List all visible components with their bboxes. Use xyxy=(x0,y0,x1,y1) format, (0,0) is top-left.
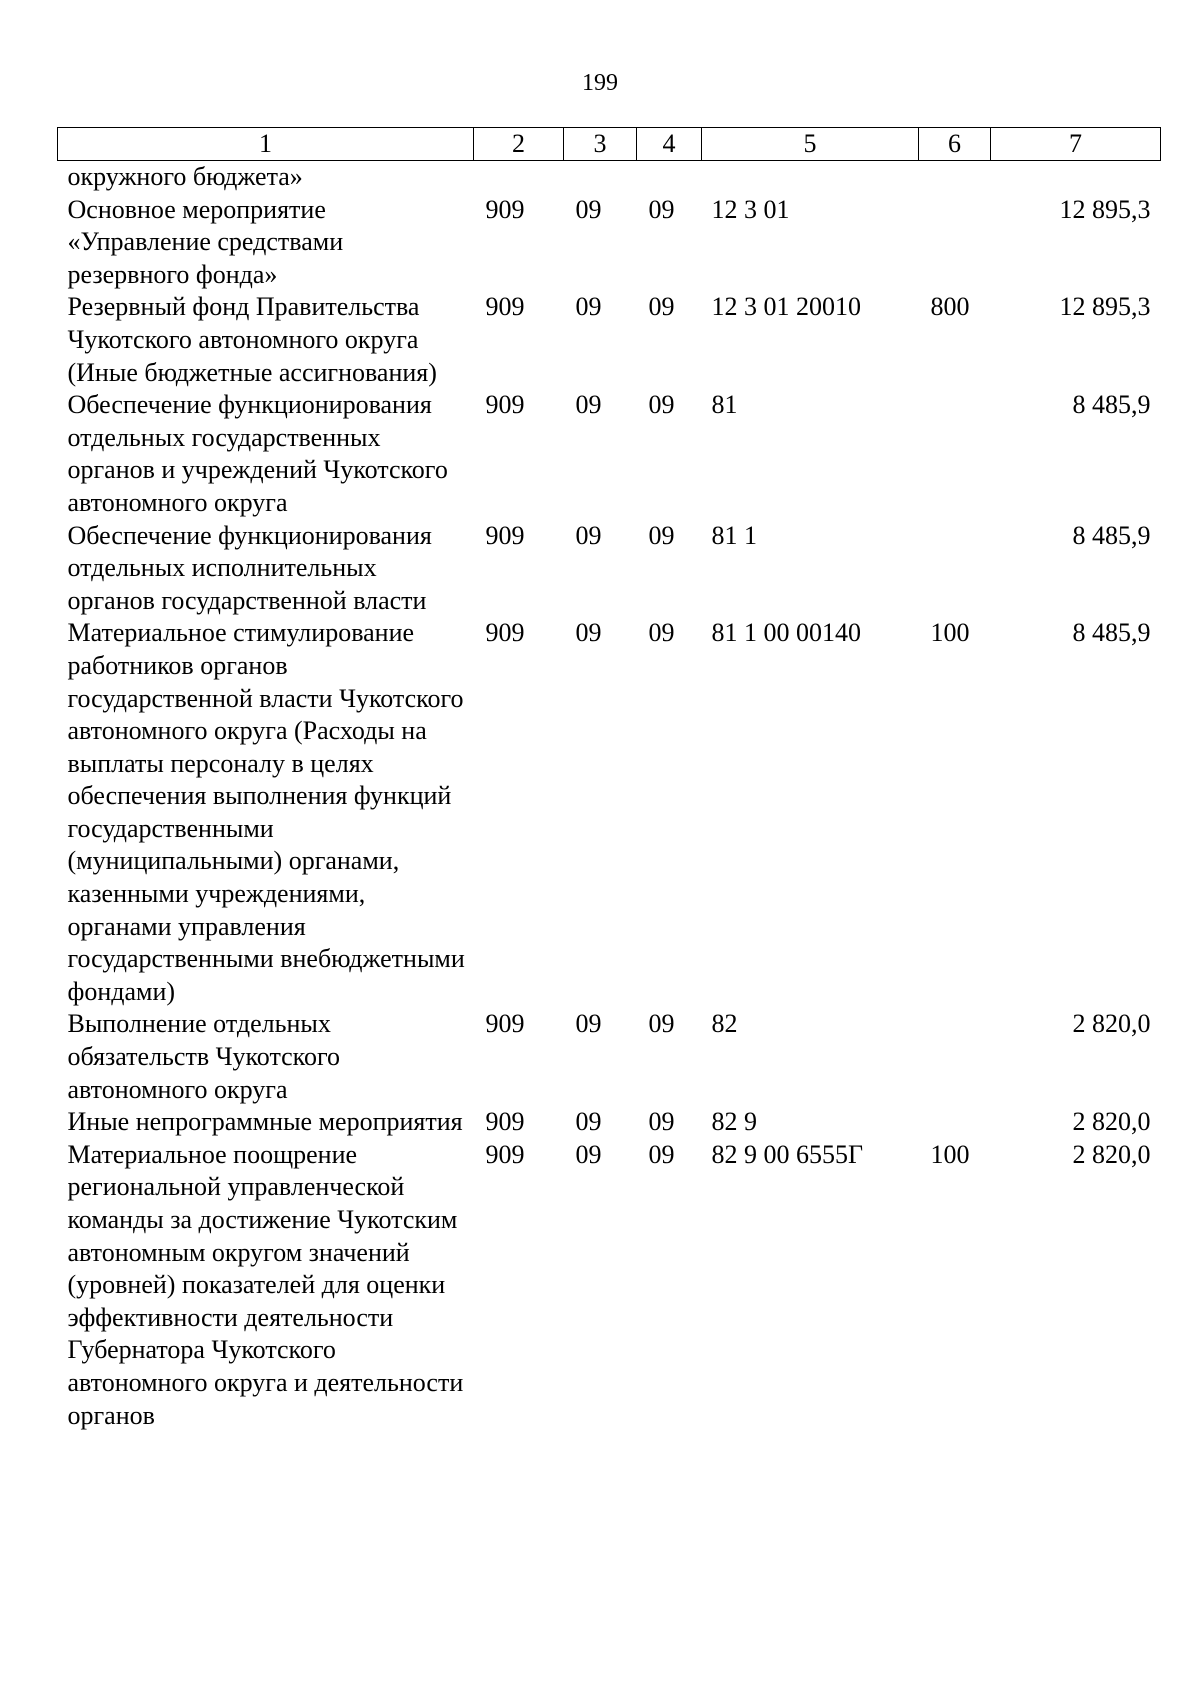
row-col-2: 909 xyxy=(485,194,525,224)
header-row xyxy=(58,128,1161,161)
row-col-6 xyxy=(919,1008,991,1106)
row-col-4 xyxy=(637,161,702,194)
row-col-4: 09 xyxy=(648,390,675,420)
row-name: Иные непрограммные мероприятия xyxy=(67,1107,463,1137)
row-col-6 xyxy=(919,194,991,292)
table-header xyxy=(58,128,1161,161)
table-row xyxy=(58,161,1161,194)
row-col-6 xyxy=(919,389,991,519)
row-col-6: 100 xyxy=(930,1139,970,1169)
row-col-7: 12 895,3 xyxy=(1059,292,1151,322)
header-col-5: 5 xyxy=(702,128,919,161)
header-col-7: 7 xyxy=(991,128,1161,161)
row-col-5: 81 xyxy=(711,390,738,420)
table-row xyxy=(58,520,1161,618)
table-body xyxy=(58,161,1161,1433)
row-col-2: 909 xyxy=(485,618,525,648)
row-col-3: 09 xyxy=(575,618,602,648)
row-col-4: 09 xyxy=(648,194,675,224)
row-col-2: 909 xyxy=(485,520,525,550)
row-col-3: 09 xyxy=(575,1139,602,1169)
row-name: Выполнение отдельных обязательств Чукотского автономного округа xyxy=(67,1009,341,1104)
row-name: Основное мероприятие «Управление средствами резервного фонда» xyxy=(67,194,344,289)
row-col-3 xyxy=(564,161,637,194)
row-col-7: 8 485,9 xyxy=(1072,390,1151,420)
row-col-4: 09 xyxy=(648,1139,675,1169)
row-name: Материальное поощрение региональной управленческой команды за достижение Чукотским автономным округом значений (уровней) показателей для оценки эффективности деятельности Губернатора Чукотского автономного округа и деятельности органов xyxy=(67,1139,464,1430)
row-col-7: 12 895,3 xyxy=(1059,194,1151,224)
row-col-3: 09 xyxy=(575,194,602,224)
row-col-6 xyxy=(919,1106,991,1139)
table-row xyxy=(58,1106,1161,1139)
budget-table xyxy=(57,127,1161,1432)
table-row xyxy=(58,1139,1161,1432)
row-col-5: 82 xyxy=(711,1009,738,1039)
header-col-1: 1 xyxy=(58,128,474,161)
header-col-2: 2 xyxy=(474,128,564,161)
row-col-3: 09 xyxy=(575,390,602,420)
row-col-2: 909 xyxy=(485,1139,525,1169)
row-col-7: 8 485,9 xyxy=(1072,520,1151,550)
row-col-5 xyxy=(702,161,919,194)
row-col-2 xyxy=(474,161,564,194)
row-col-5: 82 9 00 6555Г xyxy=(711,1139,864,1169)
page-number: 199 xyxy=(582,70,618,96)
table-row xyxy=(58,194,1161,292)
row-col-5: 81 1 xyxy=(711,520,757,550)
header-col-6: 6 xyxy=(919,128,991,161)
row-col-5: 12 3 01 20010 xyxy=(711,292,861,322)
table-row xyxy=(58,617,1161,1008)
row-name: окружного бюджета» xyxy=(67,162,303,191)
row-col-7: 2 820,0 xyxy=(1072,1009,1151,1039)
row-col-6 xyxy=(919,520,991,618)
row-col-7 xyxy=(991,161,1161,194)
row-col-7: 2 820,0 xyxy=(1072,1107,1151,1137)
table-row xyxy=(58,291,1161,389)
row-col-3: 09 xyxy=(575,1009,602,1039)
row-col-4: 09 xyxy=(648,520,675,550)
row-col-2: 909 xyxy=(485,292,525,322)
row-col-6: 100 xyxy=(930,618,970,648)
row-col-6: 800 xyxy=(930,292,970,322)
header-col-4: 4 xyxy=(637,128,702,161)
row-col-3: 09 xyxy=(575,520,602,550)
row-col-5: 81 1 00 00140 xyxy=(711,618,861,648)
row-col-5: 82 9 xyxy=(711,1107,757,1137)
row-col-2: 909 xyxy=(485,390,525,420)
row-col-7: 2 820,0 xyxy=(1072,1139,1151,1169)
row-col-4: 09 xyxy=(648,1009,675,1039)
row-col-3: 09 xyxy=(575,1107,602,1137)
row-name: Обеспечение функционирования отдельных государственных органов и учреждений Чукотского автономного округа xyxy=(67,390,448,517)
row-col-6 xyxy=(919,161,991,194)
row-col-4: 09 xyxy=(648,1107,675,1137)
row-col-3: 09 xyxy=(575,292,602,322)
row-name: Материальное стимулирование работников органов государственной власти Чукотского автономного округа (Расходы на выплаты персоналу в целях обеспечения выполнения функций государственными (муниципальными) органами, казенными учреждениями, органами управления государственными внебюджетными фондами) xyxy=(67,618,465,1006)
table-row xyxy=(58,389,1161,519)
row-col-5: 12 3 01 xyxy=(711,194,790,224)
table-row xyxy=(58,1008,1161,1106)
row-col-4: 09 xyxy=(648,292,675,322)
row-col-2: 909 xyxy=(485,1009,525,1039)
header-col-3: 3 xyxy=(564,128,637,161)
row-col-7: 8 485,9 xyxy=(1072,618,1151,648)
row-name: Обеспечение функционирования отдельных исполнительных органов государственной власти xyxy=(67,520,432,615)
row-name: Резервный фонд Правительства Чукотского автономного округа (Иные бюджетные ассигнования) xyxy=(67,292,437,387)
row-col-2: 909 xyxy=(485,1107,525,1137)
row-col-4: 09 xyxy=(648,618,675,648)
